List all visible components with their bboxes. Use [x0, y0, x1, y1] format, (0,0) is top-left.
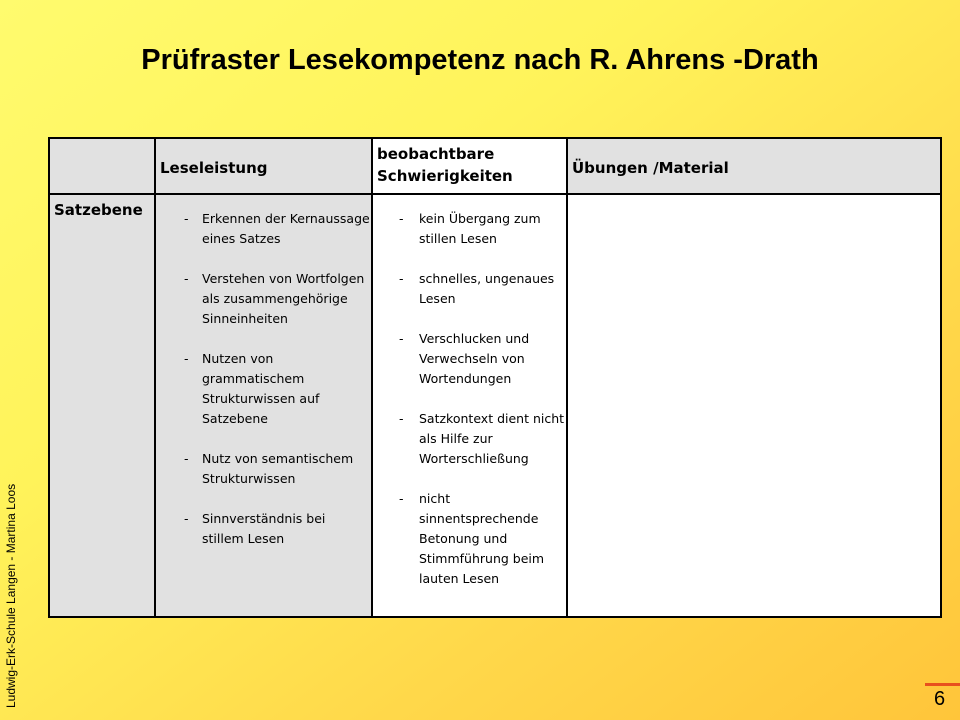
header-schwierigkeiten: [373, 139, 566, 187]
leseleistung-list: [156, 195, 371, 549]
list-item: - nicht sinnentsprechende Betonung und Stimmführung beim lauten Lesen: [399, 491, 545, 586]
list-item: - Verstehen von Wortfolgen als zusammengehörige Sinneinheiten: [184, 271, 365, 326]
list-item: - Nutz von semantischem Strukturwissen: [184, 451, 354, 486]
page-number-underline: [925, 683, 960, 686]
leseleistung-cell: [155, 194, 372, 617]
uebungen-cell: [567, 194, 941, 617]
assessment-table: [48, 137, 942, 618]
level-cell: [49, 194, 155, 617]
list-item: - Satzkontext dient nicht als Hilfe zur Worterschließung: [399, 411, 565, 466]
header-schwierigkeiten-line2: Schwierigkeiten: [377, 167, 513, 185]
list-item: - Verschlucken und Verwechseln von Wortendungen: [399, 331, 530, 386]
table-row-satzebene: [49, 194, 941, 617]
header-cell-leseleistung: [155, 138, 372, 194]
list-item: - Erkennen der Kernaussage eines Satzes: [184, 211, 370, 246]
slide-title: Prüfraster Lesekompetenz nach R. Ahrens -Drath: [141, 44, 819, 76]
page-number: 6: [934, 688, 946, 710]
list-item: - Nutzen von grammatischem Strukturwissen auf Satzebene: [184, 351, 320, 426]
list-item: - schnelles, ungenaues Lesen: [399, 271, 555, 306]
header-schwierigkeiten-line1: beobachtbare: [377, 145, 495, 163]
list-item: - Sinnverständnis bei stillem Lesen: [184, 511, 326, 546]
header-cell-uebungen: [567, 138, 941, 194]
header-cell-empty: [49, 138, 155, 194]
list-item: - kein Übergang zum stillen Lesen: [399, 211, 541, 246]
table-header-row: [49, 138, 941, 194]
side-label: Ludwig-Erk-Schule Langen - Martina Loos: [4, 483, 18, 708]
schwierigkeiten-cell: [372, 194, 567, 617]
header-cell-schwierigkeiten: [372, 138, 567, 194]
level-label: Satzebene: [54, 201, 143, 219]
header-uebungen: Übungen /Material: [572, 159, 729, 177]
header-leseleistung: Leseleistung: [160, 159, 268, 177]
schwierigkeiten-list: [373, 195, 566, 589]
